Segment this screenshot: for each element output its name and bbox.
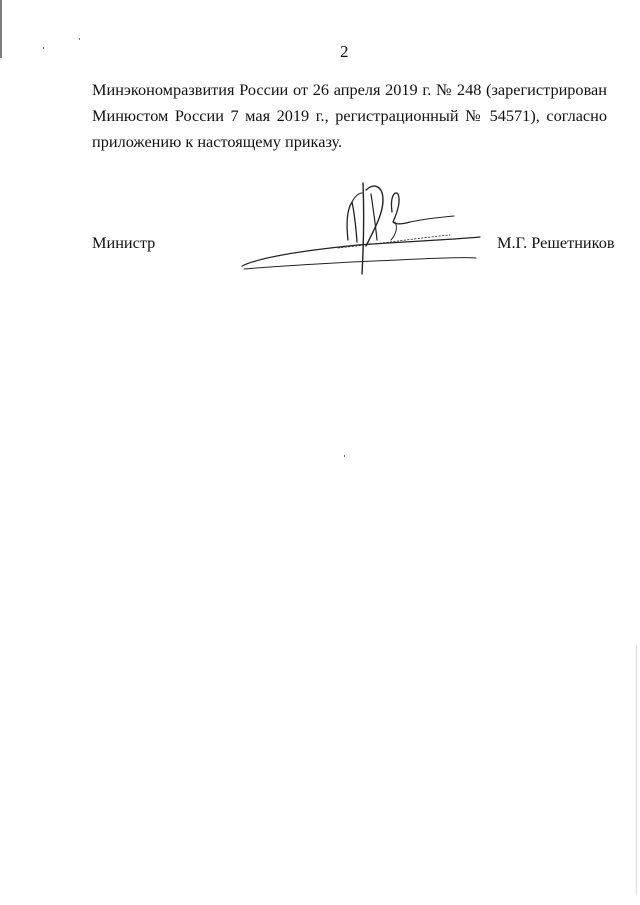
handwritten-signature [238, 178, 490, 276]
paragraph-line: Минэкономразвития России от 26 апреля 2019 г. № 248 (зарегистрирован [92, 80, 607, 99]
scan-edge-mark [636, 645, 637, 895]
page-number: 2 [340, 42, 349, 61]
scan-speck [43, 47, 44, 49]
signatory-name: М.Г. Решетников [497, 233, 615, 252]
paragraph-line: Минюстом России 7 мая 2019 г., регистрационный № 54571), согласно [92, 106, 607, 125]
scan-speck [79, 38, 80, 40]
scan-edge-mark [0, 0, 2, 58]
body-paragraph [92, 77, 607, 155]
signatory-title: Министр [92, 233, 156, 252]
paragraph-line: приложению к настоящему приказу. [92, 132, 343, 151]
scan-speck [344, 455, 345, 457]
